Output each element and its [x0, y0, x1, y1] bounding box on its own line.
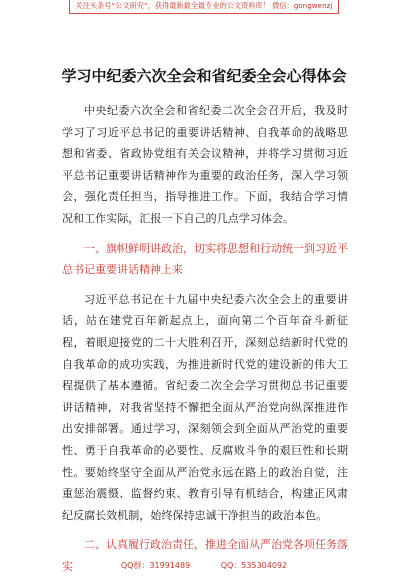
footer: [0, 560, 408, 572]
top-banner: [0, 0, 408, 18]
footer-qq: QQ：535304092: [220, 561, 288, 570]
document-body: [62, 100, 348, 585]
section-1-heading: 一、旗帜鲜明讲政治，切实将思想和行动统一到习近平总书记重要讲话精神上来: [62, 241, 348, 277]
section-2-heading: 二、认真履行政治责任，推进全面从严治党各项任务落实: [62, 538, 348, 573]
intro-paragraph: 中央纪委六次全会和省纪委二次全会召开后，我及时学习了习近平总书记的重要讲话精神、自我革命的战略思想和省委、省政协党组有关会议精神，并将学习贯彻习近平总书记重要讲话精神作为重要的政治任务，深入学习领会，强化责任担当，指导推进工作。下面，我结合学习情况和工作实际，汇报一下自己的几点学习体会。: [62, 104, 348, 225]
document-title: 学习中纪委六次全会和省纪委全会心得体会: [61, 67, 347, 85]
footer-qq-group: QQ群：31991489: [120, 561, 191, 570]
section-1-paragraph: 习近平总书记在十九届中央纪委六次全会上的重要讲话，站在建党百年新起点上，面向第二个百年奋斗新征程，着眼迎接党的二十大胜利召开，深刻总结新时代党的自我革命的成功实践，为推进新时代党的建设新的伟大工程提供了基本遵循。省纪委二次全会学习贯彻总书记重要讲话精神，对我省坚持不懈把全面从严治党向纵深推进作出安排部署。通过学习，深刻领会到全面从严治党的重要性、勇于自我革命的必要性、反腐败斗争的艰巨性和长期性。要始终坚守全面从严治党永远在路上的政治自觉，注重惩治震慑、监督约束、教育引导有机结合，构建正风肃纪反腐长效机制，始终保持忠诚干净担当的政治本色。: [62, 292, 348, 522]
banner-text: 关注头条号“公文研究”，获得最新最全最专业的公文资料库！ 微信：gongwenzj: [69, 0, 340, 14]
